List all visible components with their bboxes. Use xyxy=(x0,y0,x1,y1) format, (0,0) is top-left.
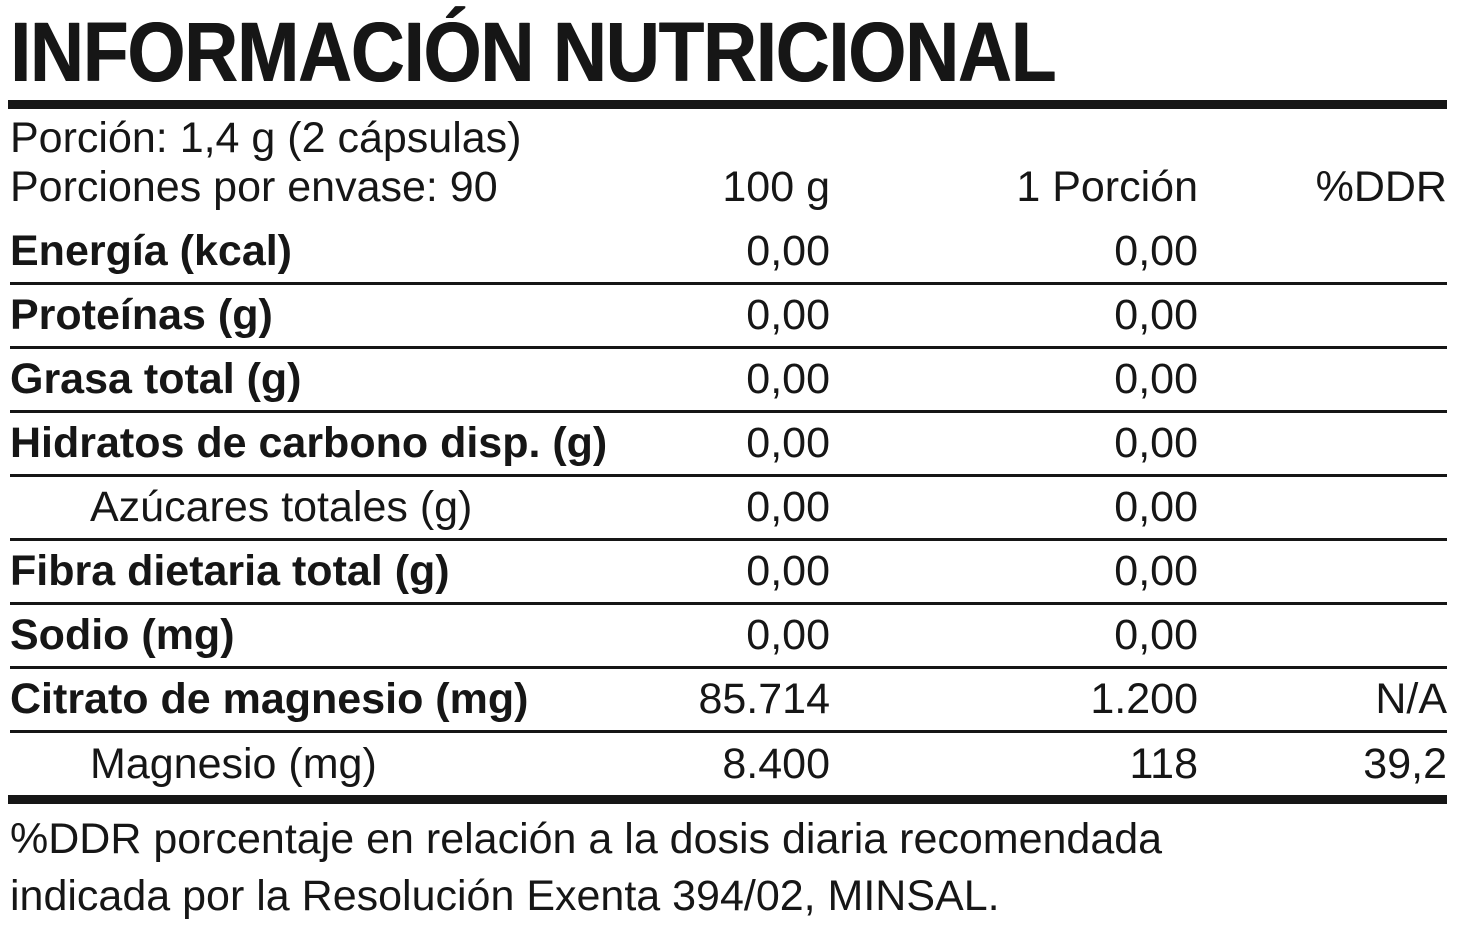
table-row-sodio xyxy=(10,605,1447,669)
value-portion: 0,00 xyxy=(1114,227,1198,275)
value-100g: 0,00 xyxy=(746,483,830,531)
value-100g: 0,00 xyxy=(746,355,830,403)
column-header-100g: 100 g xyxy=(722,163,830,211)
value-100g: 8.400 xyxy=(722,739,830,788)
top-thick-divider xyxy=(8,100,1447,109)
table-row-hidratos xyxy=(10,413,1447,477)
row-label: Energía (kcal) xyxy=(10,227,292,275)
column-header-portion: 1 Porción xyxy=(1016,163,1198,211)
value-ddr: 39,2 xyxy=(1363,739,1447,788)
nutrition-table xyxy=(10,221,1447,795)
row-label: Fibra dietaria total (g) xyxy=(10,547,450,595)
value-100g: 85.714 xyxy=(698,675,830,723)
table-row-magnesio xyxy=(10,733,1447,795)
row-label: Proteínas (g) xyxy=(10,291,273,339)
serving-info xyxy=(10,114,1447,211)
row-label: Sodio (mg) xyxy=(10,611,235,659)
footnote-line-1: %DDR porcentaje en relación a la dosis diaria recomendada xyxy=(10,815,1163,863)
row-label: Azúcares totales (g) xyxy=(90,483,473,531)
row-label: Magnesio (mg) xyxy=(90,739,377,788)
row-label: Citrato de magnesio (mg) xyxy=(10,675,529,723)
footnote-line-2: indicada por la Resolución Exenta 394/02, MINSAL. xyxy=(10,872,1000,920)
column-header-ddr: %DDR xyxy=(1315,163,1447,211)
value-portion: 118 xyxy=(1129,739,1198,788)
value-portion: 0,00 xyxy=(1114,483,1198,531)
table-row-citrato-magnesio xyxy=(10,669,1447,733)
value-portion: 0,00 xyxy=(1114,547,1198,595)
servings-header-row xyxy=(10,163,1447,211)
servings-per-container-line: Porciones por envase: 90 xyxy=(10,163,498,211)
value-portion: 0,00 xyxy=(1114,355,1198,403)
row-label: Hidratos de carbono disp. (g) xyxy=(10,419,608,467)
bottom-thick-divider xyxy=(8,795,1447,804)
value-100g: 0,00 xyxy=(746,227,830,275)
table-row-energia xyxy=(10,221,1447,285)
value-ddr: N/A xyxy=(1375,675,1447,723)
value-100g: 0,00 xyxy=(746,291,830,339)
value-100g: 0,00 xyxy=(746,611,830,659)
value-portion: 1.200 xyxy=(1090,675,1198,723)
table-row-fibra xyxy=(10,541,1447,605)
label-title: INFORMACIÓN NUTRICIONAL xyxy=(10,5,1056,99)
value-portion: 0,00 xyxy=(1114,291,1198,339)
row-label: Grasa total (g) xyxy=(10,355,302,403)
value-portion: 0,00 xyxy=(1114,419,1198,467)
table-row-proteinas xyxy=(10,285,1447,349)
table-row-azucares xyxy=(10,477,1447,541)
nutrition-label xyxy=(0,2,1468,932)
portion-line: Porción: 1,4 g (2 cápsulas) xyxy=(10,114,522,162)
value-100g: 0,00 xyxy=(746,419,830,467)
table-row-grasa-total xyxy=(10,349,1447,413)
value-portion: 0,00 xyxy=(1114,611,1198,659)
ddr-footnote xyxy=(10,811,1447,925)
value-100g: 0,00 xyxy=(746,547,830,595)
